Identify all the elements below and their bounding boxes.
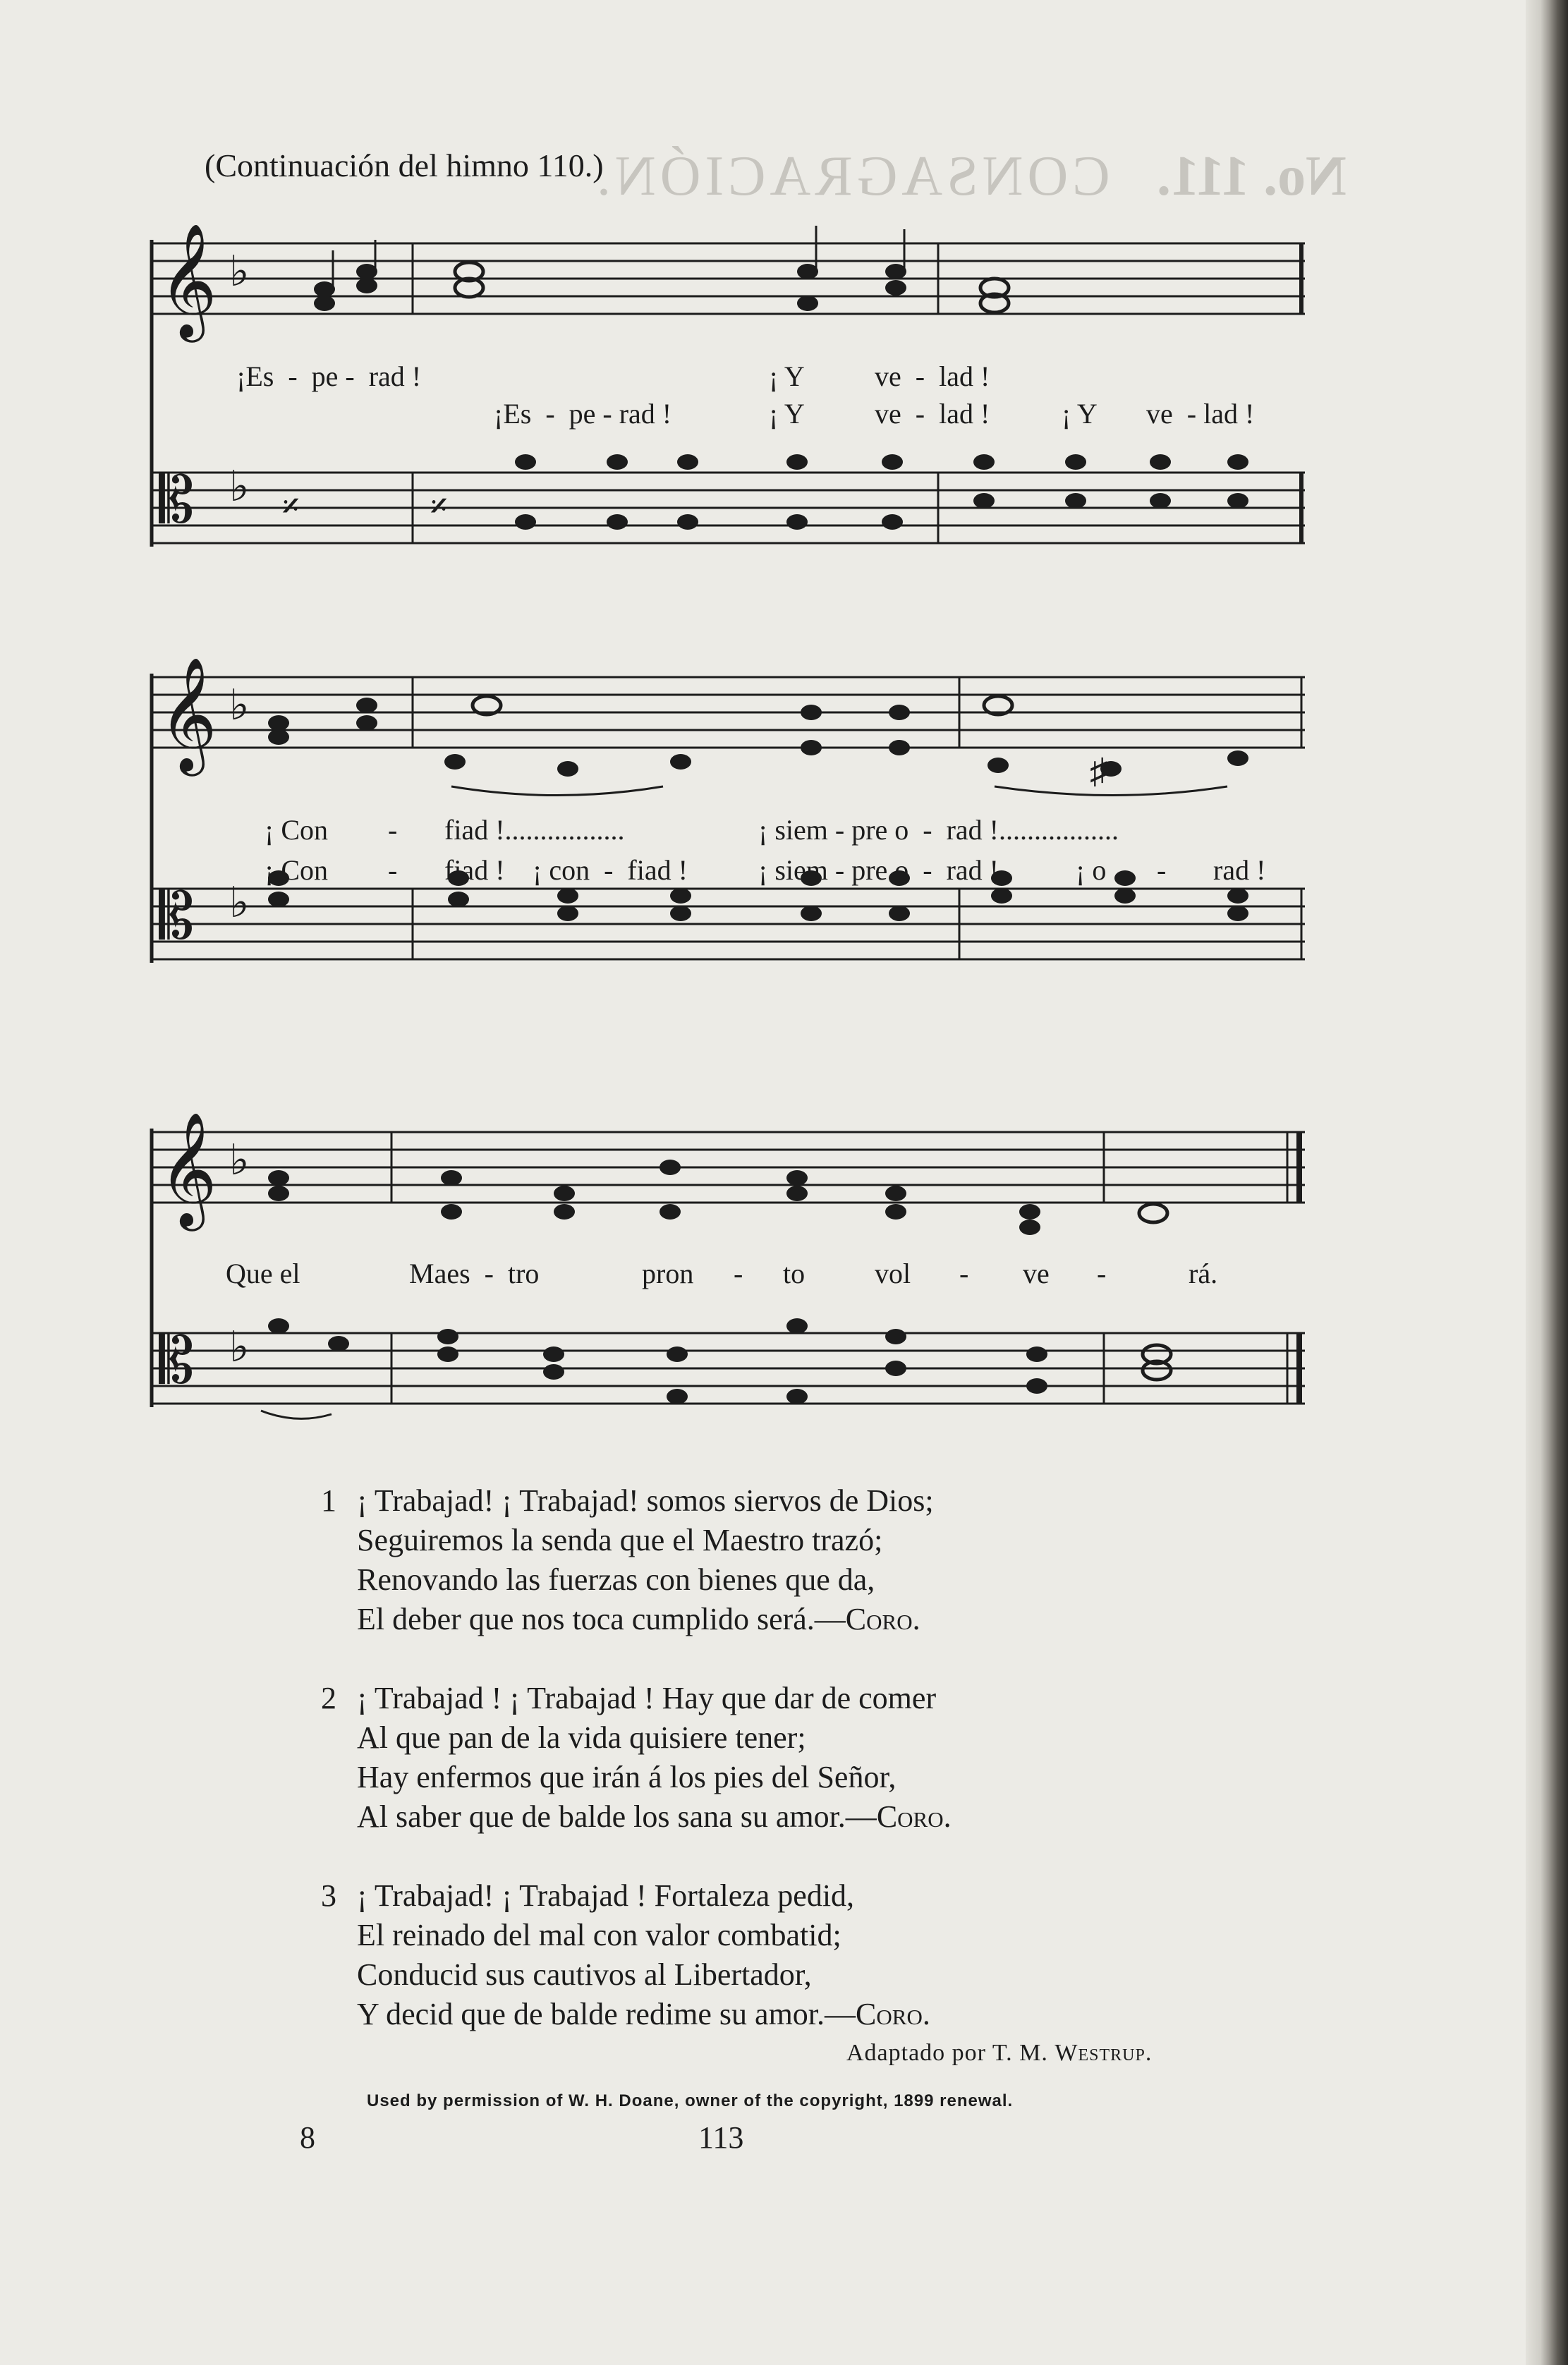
svg-text:♭: ♭ bbox=[229, 878, 250, 928]
lyric-syllable: ¡ siem - pre o - rad !................. bbox=[758, 814, 1119, 846]
verse-number: 3 bbox=[321, 1878, 336, 1913]
lyric-syllable: ¡ Y bbox=[769, 398, 805, 430]
lyric-syllable: ve bbox=[1023, 1258, 1050, 1289]
lyric-syllable: pron bbox=[642, 1258, 694, 1289]
lyric-syllable: - bbox=[388, 854, 398, 886]
lyric-syllable: Maes - tro bbox=[409, 1258, 540, 1289]
lyric-syllable: ¡ Con bbox=[265, 814, 328, 846]
verse-number: 1 bbox=[321, 1483, 336, 1518]
lyric-syllable: ve - lad ! bbox=[875, 398, 990, 430]
svg-text:𝄞: 𝄞 bbox=[159, 1112, 217, 1227]
signature-mark: 8 bbox=[300, 2120, 315, 2155]
lyric-syllable: - bbox=[1157, 854, 1167, 886]
lyric-syllable: rá. bbox=[1189, 1258, 1218, 1289]
verse-3 bbox=[321, 1876, 952, 2034]
lyric-syllable: ¡Es - pe - rad ! bbox=[236, 360, 422, 392]
lyric-syllable: fiad !................. bbox=[444, 814, 625, 846]
lyric-syllable: - bbox=[1097, 1258, 1107, 1289]
verse-1 bbox=[321, 1481, 952, 1639]
verse-line: ¡ Trabajad ! ¡ Trabajad ! Hay que dar de comer bbox=[357, 1681, 937, 1715]
lyric-syllable: rad ! bbox=[1213, 854, 1266, 886]
lyric-syllable: Que el bbox=[226, 1258, 300, 1289]
svg-text:𝄎: 𝄎 bbox=[430, 487, 448, 526]
verse-line: El reinado del mal con valor combatid; bbox=[357, 1918, 841, 1952]
verse-line: Renovando las fuerzas con bienes que da, bbox=[357, 1562, 875, 1597]
svg-text:𝄞: 𝄞 bbox=[159, 657, 217, 772]
lyric-syllable: ve - lad ! bbox=[875, 360, 990, 392]
adaptation-credit: Adaptado por T. M. Westrup. bbox=[846, 2040, 1153, 2066]
lyric-syllable: - bbox=[959, 1258, 969, 1289]
verse-line: El deber que nos toca cumplido será.—Coro. bbox=[357, 1602, 920, 1636]
lyric-syllable: ¡ o bbox=[1076, 854, 1107, 886]
verse-number: 2 bbox=[321, 1681, 336, 1715]
svg-text:𝄎: 𝄎 bbox=[282, 487, 300, 526]
coro-marker: Coro. bbox=[856, 1997, 930, 2031]
bleed-through-text: CONSAGRACIÓN. bbox=[592, 145, 1110, 207]
svg-text:♭: ♭ bbox=[229, 462, 250, 511]
verse-line: Conducid sus cautivos al Libertador, bbox=[357, 1957, 812, 1992]
svg-text:♯: ♯ bbox=[1090, 751, 1107, 791]
verse-line: ¡ Trabajad! ¡ Trabajad ! Fortaleza pedid, bbox=[357, 1878, 855, 1913]
lyric-syllable: ¡ siem - pre o - rad ! bbox=[758, 854, 999, 886]
verses-block bbox=[321, 1481, 952, 2074]
svg-text:𝄞: 𝄞 bbox=[159, 223, 217, 338]
verse-2 bbox=[321, 1679, 952, 1837]
lyric-syllable: ¡ Con bbox=[265, 854, 328, 886]
lyric-syllable: vol bbox=[875, 1258, 911, 1289]
verse-line: ¡ Trabajad! ¡ Trabajad! somos siervos de Dios; bbox=[357, 1483, 934, 1518]
svg-text:𝄡: 𝄡 bbox=[159, 880, 195, 954]
lyric-syllable: ¡ Y bbox=[769, 360, 805, 392]
coro-marker: Coro. bbox=[845, 1602, 920, 1636]
lyric-syllable: - bbox=[388, 814, 398, 846]
lyric-syllable: fiad ! bbox=[444, 854, 505, 886]
verse-line: Al que pan de la vida quisiere tener; bbox=[357, 1720, 806, 1755]
svg-text:𝄡: 𝄡 bbox=[159, 463, 195, 537]
lyric-syllable: ¡ con - fiad ! bbox=[533, 854, 688, 886]
verse-line: Hay enfermos que irán á los pies del Señor, bbox=[357, 1760, 897, 1794]
verse-line: Y decid que de balde redime su amor.—Coro. bbox=[357, 1997, 930, 2031]
svg-text:♭: ♭ bbox=[229, 681, 250, 730]
lyric-syllable: to bbox=[783, 1258, 806, 1289]
svg-text:♭: ♭ bbox=[229, 1136, 250, 1185]
continuation-heading: (Continuación del himno 110.) bbox=[205, 147, 604, 183]
verse-line: Seguiremos la senda que el Maestro trazó; bbox=[357, 1523, 883, 1557]
svg-text:𝄡: 𝄡 bbox=[159, 1324, 195, 1398]
lyric-syllable: ve - lad ! bbox=[1146, 398, 1255, 430]
lyric-syllable: ¡Es - pe - rad ! bbox=[494, 398, 672, 430]
lyric-syllable: - bbox=[734, 1258, 743, 1289]
bleed-through-number: No. 111. bbox=[1157, 145, 1347, 207]
copyright-notice: Used by permission of W. H. Doane, owner of the copyright, 1899 renewal. bbox=[367, 2091, 1014, 2110]
page-number: 113 bbox=[698, 2120, 744, 2155]
svg-text:♭: ♭ bbox=[229, 1323, 250, 1372]
lyric-syllable: ¡ Y bbox=[1062, 398, 1098, 430]
verse-line: Al saber que de balde los sana su amor.—Coro. bbox=[357, 1799, 952, 1834]
svg-text:♭: ♭ bbox=[229, 247, 250, 296]
coro-marker: Coro. bbox=[876, 1799, 952, 1834]
